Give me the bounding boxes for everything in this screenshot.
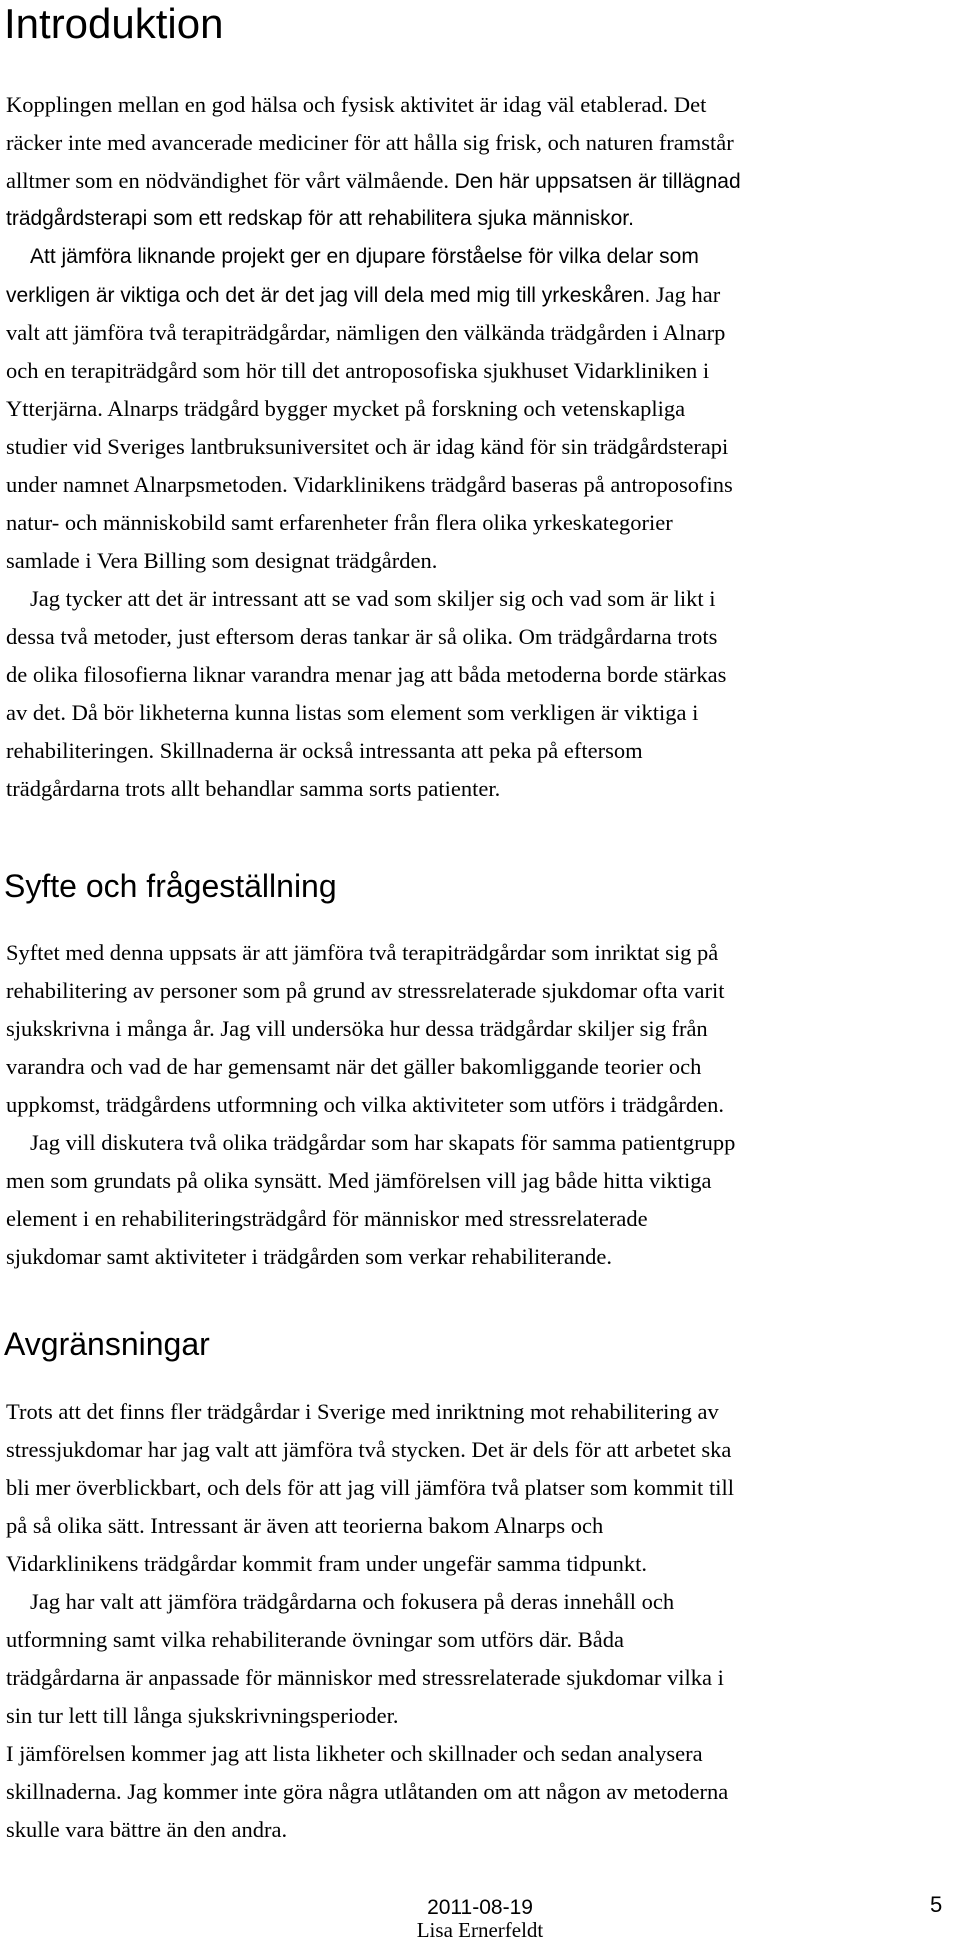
text-run: alltmer som en nödvändighet för vårt välmående. [6,168,455,193]
text-line: trädgårdarna trots allt behandlar samma sorts patienter. [6,776,501,801]
text-line: I jämförelsen kommer jag att lista likheter och skillnader och sedan analysera [6,1741,703,1766]
text-line: sjukskrivna i många år. Jag vill undersöka hur dessa trädgårdar skiljer sig från [6,1016,708,1041]
text-line [6,732,950,770]
text-line: trädgårdarna är anpassade för människor med stressrelaterade sjukdomar vilka i [6,1665,724,1690]
text-line: varandra och vad de har gemensamt när det gäller bakomliggande teorier och [6,1054,702,1079]
text-line: rehabilitering av personer som på grund av stressrelaterade sjukdomar ofta varit [6,978,725,1003]
text-line: sin tur lett till långa sjukskrivningsperioder. [6,1703,399,1728]
syfte-paragraph [6,934,950,1276]
page-number: 5 [930,1892,943,1917]
text-run: av det. [6,700,72,725]
text-line: stressjukdomar har jag valt att jämföra två stycken. Det är dels för att arbetet ska [6,1437,732,1462]
text-run: Då bör likheterna kunna listas som element som verkligen är viktiga i [71,700,699,725]
text-line [6,466,950,504]
text-run: Skillnaderna är också intressanta att peka på eftersom [159,738,643,763]
text-line [6,694,950,732]
text-line: Syftet med denna uppsats är att jämföra två terapiträdgårdar som inriktat sig på [6,940,719,965]
text-line: natur- och människobild samt erfarenheter från flera olika yrkeskategorier [6,510,673,535]
text-line: men som grundats på olika synsätt. Med jämförelsen vill jag både hitta viktiga [6,1168,712,1193]
text-line: Trots att det finns fler trädgårdar i Sverige med inriktning mot rehabilitering av [6,1399,719,1424]
text-line [6,390,950,428]
text-line: element i en rehabiliteringsträdgård för människor med stressrelaterade [6,1206,648,1231]
text-line: på så olika sätt. Intressant är även att teorierna bakom Alnarps och [6,1513,604,1538]
text-line: trädgårdsterapi som ett redskap för att rehabilitera sjuka människor. [6,207,634,230]
avgransningar-paragraph [6,1393,950,1849]
text-line: Att jämföra liknande projekt ger en djupare förståelse för vilka delar som [30,245,699,268]
text-run: dessa två metoder, just eftersom deras tankar är så olika. [6,624,519,649]
text-run: Vidarklinikens trädgård baseras på antroposofins [293,472,733,497]
text-run: rehabiliteringen. [6,738,160,763]
text-line: skillnaderna. Jag kommer inte göra några utlåtanden om att någon av metoderna [6,1779,729,1804]
text-line: Jag vill diskutera två olika trädgårdar som har skapats för samma patientgrupp [30,1130,736,1155]
text-run: Alnarps trädgård bygger mycket på forskning och vetenskapliga [107,396,686,421]
text-line: Vidarklinikens trädgårdar kommit fram under ungefär samma tidpunkt. [6,1551,647,1576]
heading-avgransningar: Avgränsningar [4,1326,210,1362]
footer-author: Lisa Ernerfeldt [416,1918,544,1942]
text-run: verkligen är viktiga och det är det jag vill dela med mig till yrkeskåren. [6,284,651,307]
text-line: uppkomst, trädgårdens utformning och vilka aktiviteter som utförs i trädgården. [6,1092,724,1117]
heading-syfte: Syfte och frågeställning [4,868,337,904]
text-run: Jag har [650,282,721,307]
text-run: Om trädgårdarna trots [518,624,718,649]
text-line [6,276,950,314]
text-line: Kopplingen mellan en god hälsa och fysisk aktivitet är idag väl etablerad. Det [6,92,707,117]
text-line: skulle vara bättre än den andra. [6,1817,288,1842]
text-line: utformning samt vilka rehabiliterande övningar som utförs där. Båda [6,1627,624,1652]
footer-date: 2011-08-19 [427,1896,533,1919]
text-line [6,162,950,200]
text-line: samlade i Vera Billing som designat trädgården. [6,548,438,573]
text-line [6,618,950,656]
text-line: bli mer överblickbart, och dels för att jag vill jämföra två platser som kommit till [6,1475,734,1500]
text-line: valt att jämföra två terapiträdgårdar, nämligen den välkända trädgården i Alnarp [6,320,726,345]
text-line: sjukdomar samt aktiviteter i trädgården som verkar rehabiliterande. [6,1244,613,1269]
text-line: räcker inte med avancerade mediciner för att hålla sig frisk, och naturen framstår [6,130,734,155]
text-line: och en terapiträdgård som hör till det antroposofiska sjukhuset Vidarkliniken i [6,358,710,383]
text-line: Jag tycker att det är intressant att se vad som skiljer sig och vad som är likt i [30,586,716,611]
text-run: Den här uppsatsen är tillägnad [454,170,741,193]
text-line: studier vid Sveriges lantbruksuniversitet och är idag känd för sin trädgårdsterapi [6,434,729,459]
text-line: Jag har valt att jämföra trädgårdarna och fokusera på deras innehåll och [30,1589,675,1614]
text-line: de olika filosofierna liknar varandra menar jag att båda metoderna borde stärkas [6,662,727,687]
text-run: Ytterjärna. [6,396,108,421]
intro-paragraph [6,86,950,808]
text-run: under namnet Alnarpsmetoden. [6,472,294,497]
heading-introduktion: Introduktion [4,0,224,47]
